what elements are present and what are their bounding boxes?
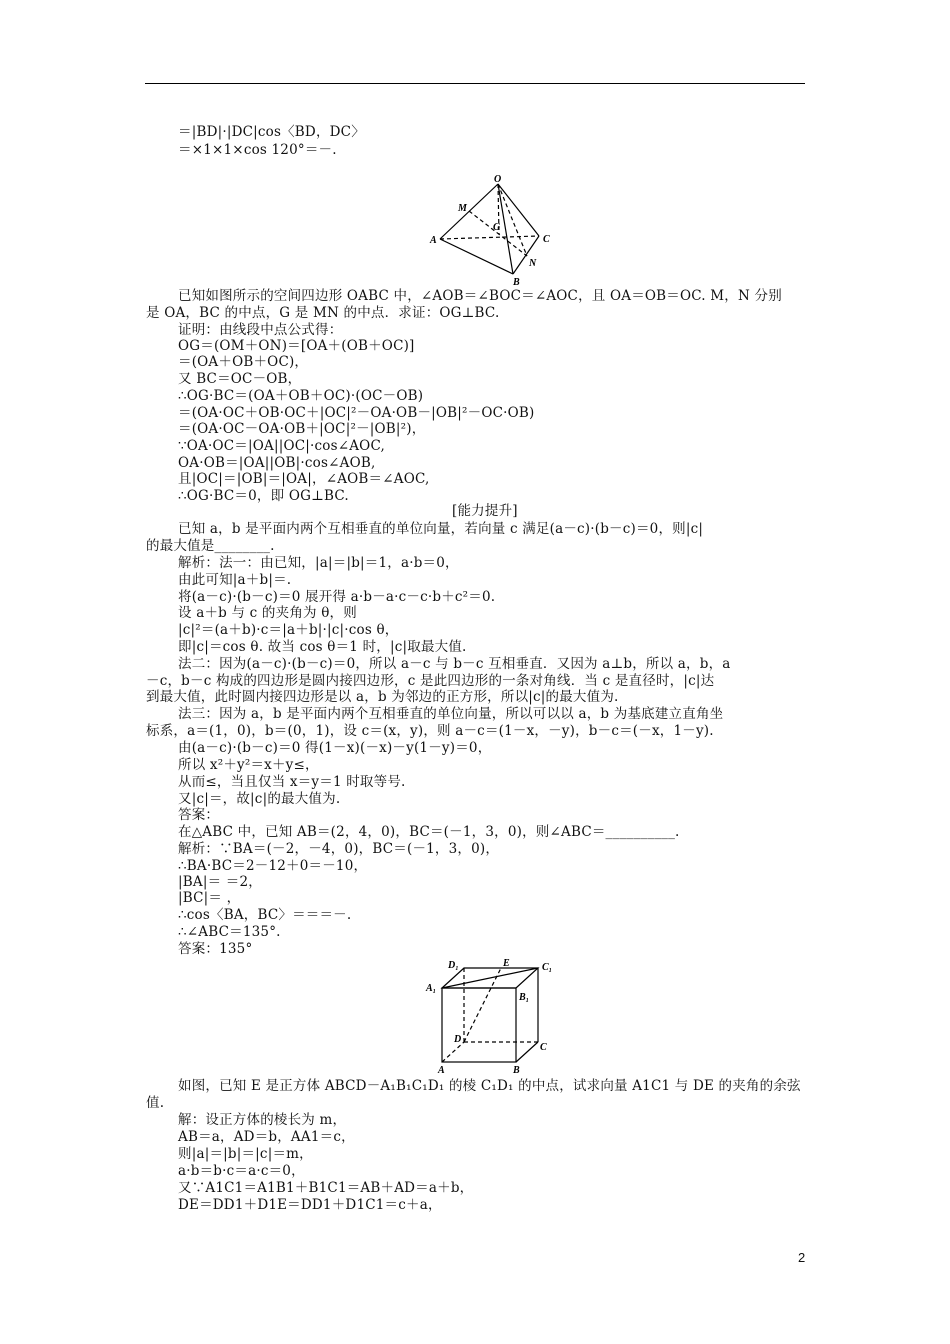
text-line: 即|c|＝cos θ. 故当 cos θ＝1 时，|c|取最大值. — [178, 639, 467, 655]
label-E: E — [503, 958, 510, 969]
text-line: ∴OG·BC＝0，即 OG⊥BC. — [178, 488, 349, 504]
text-line: ＝(OA·OC＋OB·OC＋|OC|²－OA·OB－|OB|²－OC·OB) — [178, 405, 535, 421]
text-line: 是 OA，BC 的中点，G 是 MN 的中点．求证：OG⊥BC. — [146, 305, 500, 321]
label-C1: C₁ — [542, 962, 553, 973]
text-line: 在△ABC 中，已知 AB＝(2，4，0)，BC＝(－1，3，0)，则∠ABC＝__________. — [178, 824, 680, 840]
text-line: 的最大值是________. — [146, 538, 275, 554]
text-line: 答案：135° — [178, 941, 253, 957]
text-line: 从而≤，当且仅当 x＝y＝1 时取等号. — [178, 774, 406, 790]
text-line: ∴BA·BC＝2－12＋0＝－10， — [178, 858, 368, 874]
text-line: a·b＝b·c＝a·c＝0， — [178, 1163, 305, 1179]
text-line: ＝×1×1×cos 120°＝－. — [178, 142, 337, 158]
text-line: ＝(OA·OC－OA·OB＋|OC|²－|OB|²)， — [178, 421, 426, 437]
text-line: 答案： — [178, 807, 220, 823]
text-line: 到最大值，此时圆内接四边形是以 a，b 为邻边的正方形，所以|c|的最大值为. — [146, 689, 619, 705]
text-line: |BA|＝ ＝2， — [178, 874, 262, 890]
text-line: 设 a＋b 与 c 的夹角为 θ，则 — [178, 605, 357, 621]
label-C: C — [540, 1042, 547, 1053]
text-line: 标系，a＝(1，0)，b＝(0，1)，设 c＝(x，y)，则 a－c＝(1－x，－y)，b－c＝(－x，1－y). — [146, 723, 714, 739]
text-line: 所以 x²＋y²＝x＋y≤， — [178, 757, 319, 773]
text-line: ∴cos〈BA，BC〉＝＝＝－. — [178, 907, 352, 923]
label-N: N — [529, 258, 537, 269]
section-heading: [能力提升] — [452, 503, 518, 519]
label-A: A — [430, 235, 437, 246]
tetrahedron-figure — [425, 172, 565, 287]
label-G: G — [493, 222, 501, 233]
text-line: 由(a－c)·(b－c)＝0 得(1－x)(－x)－y(1－y)＝0， — [178, 740, 492, 756]
text-line: 已知 a，b 是平面内两个互相垂直的单位向量，若向量 c 满足(a－c)·(b－c)＝0，则|c| — [178, 521, 704, 537]
text-line: 值. — [146, 1095, 165, 1111]
text-line: 又|c|＝，故|c|的最大值为. — [178, 791, 341, 807]
text-line: 将(a－c)·(b－c)＝0 展开得 a·b－a·c－c·b＋c²＝0. — [178, 589, 496, 605]
text-line: |BC|＝ ， — [178, 890, 241, 906]
text-line: 解析：法一：由已知，|a|＝|b|＝1，a·b＝0， — [178, 555, 459, 571]
text-line: －c，b－c 构成的四边形是圆内接四边形，c 是此四边形的一条对角线．当 c 是直径时，|c|达 — [146, 673, 715, 689]
text-line: DE＝DD1＋D1E＝DD1＋D1C1＝c＋a， — [178, 1197, 442, 1213]
label-B: B — [513, 1065, 520, 1074]
text-line: ∴OG·BC＝(OA＋OB＋OC)·(OC－OB) — [178, 388, 424, 404]
text-line: OA·OB＝|OA||OB|·cos∠AOB, — [178, 455, 376, 471]
cube-figure — [418, 958, 568, 1074]
text-line: 又∵A1C1＝A1B1＋B1C1＝AB＋AD＝a＋b， — [178, 1180, 474, 1196]
text-line: OG＝(OM＋ON)＝[OA＋(OB＋OC)] — [178, 338, 415, 354]
text-line: 由此可知|a＋b|＝. — [178, 572, 292, 588]
label-B1: B₁ — [519, 992, 530, 1003]
text-line: 法三：因为 a，b 是平面内两个互相垂直的单位向量，所以可以以 a，b 为基底建立直角坐 — [178, 706, 724, 722]
text-line: 证明：由线段中点公式得： — [178, 322, 343, 338]
text-line: 则|a|＝|b|＝|c|＝m， — [178, 1146, 313, 1162]
label-A: A — [438, 1065, 445, 1074]
label-O: O — [494, 174, 502, 185]
label-A1: A₁ — [426, 983, 437, 994]
text-line: AB＝a，AD＝b，AA1＝c， — [178, 1129, 355, 1145]
text-line: 如图，已知 E 是正方体 ABCD－A₁B₁C₁D₁ 的棱 C₁D₁ 的中点，试求向量 A1C1 与 DE 的夹角的余弦 — [178, 1078, 801, 1094]
text-line: ＝|BD|·|DC|cos〈BD，DC〉 — [178, 124, 365, 140]
text-line: 解：设正方体的棱长为 m， — [178, 1112, 347, 1128]
page-number: 2 — [798, 1250, 806, 1265]
text-line: |c|²＝(a＋b)·c＝|a＋b|·|c|·cos θ， — [178, 622, 399, 638]
text-line: 又 BC＝OC－OB， — [178, 371, 302, 387]
text-line: ∴∠ABC＝135°. — [178, 924, 281, 940]
text-line: 已知如图所示的空间四边形 OABC 中，∠AOB＝∠BOC＝∠AOC，且 OA＝OB＝OC. M，N 分别 — [178, 288, 782, 304]
text-line: 法二：因为(a－c)·(b－c)＝0，所以 a－c 与 b－c 互相垂直．又因为 a⊥b，所以 a，b，a — [178, 656, 731, 672]
label-D: D — [454, 1034, 462, 1045]
text-line: 解析：∵BA＝(－2，－4，0)，BC＝(－1，3，0)， — [178, 841, 500, 857]
label-B: B — [513, 277, 520, 287]
text-line: ＝(OA＋OB＋OC)， — [178, 354, 309, 370]
header-rule — [145, 83, 805, 84]
label-C: C — [543, 234, 550, 245]
text-line: 且|OC|＝|OB|＝|OA|，∠AOB＝∠AOC, — [178, 471, 430, 487]
text-line: ∵OA·OC＝|OA||OC|·cos∠AOC, — [178, 438, 385, 454]
label-M: M — [458, 203, 467, 214]
label-D1: D₁ — [448, 960, 459, 971]
